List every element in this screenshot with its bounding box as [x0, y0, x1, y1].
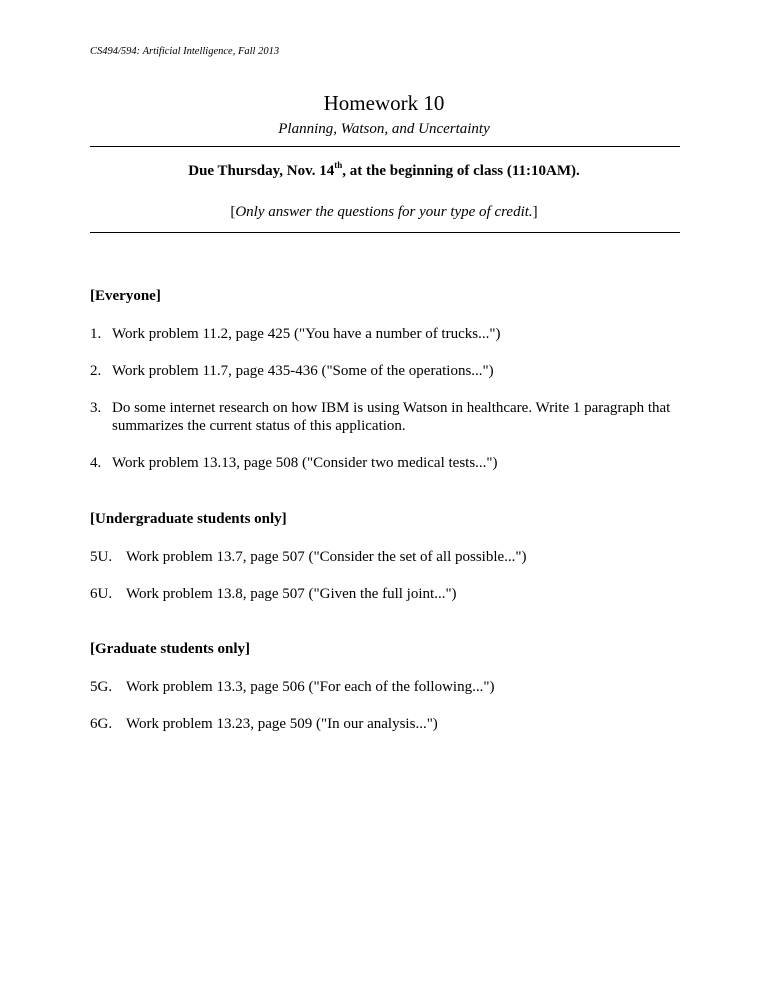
- item-text: Do some internet research on how IBM is using Watson in healthcare. Write 1 paragraph that summarizes the current status of this application.: [112, 400, 671, 434]
- item-number: 2.: [90, 363, 102, 379]
- due-prefix: Due Thursday, Nov. 14: [188, 163, 335, 179]
- item-text: Work problem 13.23, page 509 ("In our analysis..."): [126, 716, 438, 732]
- section-heading-undergrad: [Undergraduate students only]: [90, 511, 287, 527]
- section-heading-grad: [Graduate students only]: [90, 641, 251, 657]
- bottom-divider: [90, 232, 680, 233]
- list-item: [90, 585, 457, 603]
- item-text: Work problem 11.7, page 435-436 ("Some of the operations..."): [112, 363, 494, 379]
- course-header: CS494/594: Artificial Intelligence, Fall 2013: [90, 46, 280, 57]
- due-superscript: th: [334, 160, 343, 170]
- list-item: [90, 678, 494, 696]
- note-close: ]: [532, 204, 538, 220]
- item-text: Work problem 13.13, page 508 ("Consider two medical tests..."): [112, 455, 498, 471]
- section-heading-everyone: [Everyone]: [90, 288, 161, 304]
- item-number: 4.: [90, 455, 102, 471]
- item-number: 3.: [90, 400, 102, 416]
- top-divider: [90, 146, 680, 147]
- list-item: [90, 548, 527, 566]
- page-title: Homework 10: [323, 91, 445, 115]
- item-number: 5U.: [90, 549, 113, 565]
- note-text: Only answer the questions for your type of credit.: [235, 204, 533, 220]
- due-suffix: , at the beginning of class (11:10AM).: [342, 163, 580, 179]
- list-item: [90, 325, 500, 343]
- list-item: [90, 715, 438, 733]
- item-text: Work problem 13.7, page 507 ("Consider the set of all possible..."): [126, 549, 527, 565]
- note-open: [: [230, 204, 236, 220]
- item-number: 5G.: [90, 679, 113, 695]
- credit-note: [0, 204, 768, 221]
- due-date: [0, 160, 768, 180]
- item-text: Work problem 13.8, page 507 ("Given the full joint..."): [126, 586, 457, 602]
- item-number: 6U.: [90, 586, 113, 602]
- list-item: [90, 454, 498, 472]
- item-text: Work problem 13.3, page 506 ("For each of the following..."): [126, 679, 495, 695]
- item-number: 6G.: [90, 716, 113, 732]
- item-text: Work problem 11.2, page 425 ("You have a number of trucks..."): [112, 326, 501, 342]
- list-item: [90, 362, 494, 380]
- list-item: [90, 399, 690, 435]
- item-number: 1.: [90, 326, 102, 342]
- page-subtitle: Planning, Watson, and Uncertainty: [278, 121, 490, 137]
